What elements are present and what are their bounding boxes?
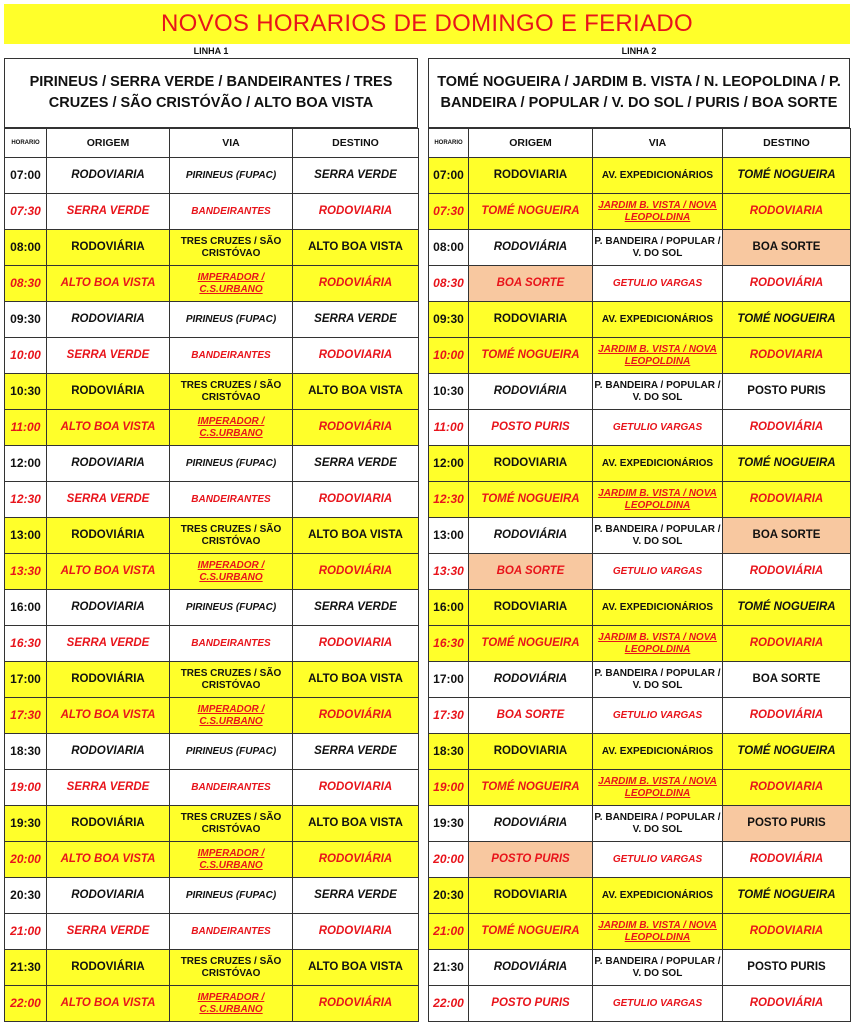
origem-cell: RODOVIARIA bbox=[469, 878, 593, 914]
destino-cell: RODOVIARIA bbox=[723, 482, 851, 518]
horario-cell: 08:30 bbox=[5, 266, 47, 302]
via-cell: JARDIM B. VISTA / NOVA LEOPOLDINA bbox=[593, 626, 723, 662]
horario-cell: 07:00 bbox=[429, 158, 469, 194]
table-row bbox=[429, 986, 851, 1022]
destino-cell: RODOVIARIA bbox=[293, 338, 419, 374]
origem-cell: POSTO PURIS bbox=[469, 986, 593, 1022]
horario-cell: 21:30 bbox=[5, 950, 47, 986]
header-via: VIA bbox=[170, 129, 293, 158]
origem-cell: BOA SORTE bbox=[469, 698, 593, 734]
horario-cell: 20:00 bbox=[5, 842, 47, 878]
table-row bbox=[5, 986, 419, 1022]
origem-cell: RODOVIARIA bbox=[47, 734, 170, 770]
destino-cell: TOMÉ NOGUEIRA bbox=[723, 302, 851, 338]
via-cell: AV. EXPEDICIONÁRIOS bbox=[593, 734, 723, 770]
destino-cell: RODOVIÁRIA bbox=[293, 698, 419, 734]
origem-cell: RODOVIÁRIA bbox=[469, 950, 593, 986]
table-row bbox=[429, 806, 851, 842]
via-cell: AV. EXPEDICIONÁRIOS bbox=[593, 302, 723, 338]
origem-cell: RODOVIÁRIA bbox=[469, 518, 593, 554]
origem-cell: RODOVIÁRIA bbox=[469, 230, 593, 266]
via-cell: JARDIM B. VISTA / NOVA LEOPOLDINA bbox=[593, 482, 723, 518]
table-row bbox=[5, 626, 419, 662]
origem-cell: BOA SORTE bbox=[469, 266, 593, 302]
table-row bbox=[5, 230, 419, 266]
horario-cell: 08:30 bbox=[429, 266, 469, 302]
via-cell: JARDIM B. VISTA / NOVA LEOPOLDINA bbox=[593, 194, 723, 230]
origem-cell: RODOVIARIA bbox=[469, 446, 593, 482]
via-cell: GETULIO VARGAS bbox=[593, 698, 723, 734]
linha1-label: LINHA 1 bbox=[193, 46, 229, 56]
via-cell: TRES CRUZES / SÃO CRISTÓVAO bbox=[170, 806, 293, 842]
destino-cell: RODOVIÁRIA bbox=[723, 266, 851, 302]
horario-cell: 17:30 bbox=[429, 698, 469, 734]
origem-cell: RODOVIÁRIA bbox=[47, 662, 170, 698]
horario-cell: 22:00 bbox=[5, 986, 47, 1022]
linha1-schedule-table bbox=[4, 128, 419, 1022]
via-cell: P. BANDEIRA / POPULAR / V. DO SOL bbox=[593, 230, 723, 266]
origem-cell: RODOVIARIA bbox=[469, 590, 593, 626]
table-row bbox=[5, 194, 419, 230]
destino-cell: SERRA VERDE bbox=[293, 878, 419, 914]
via-cell: P. BANDEIRA / POPULAR / V. DO SOL bbox=[593, 374, 723, 410]
destino-cell: RODOVIÁRIA bbox=[293, 266, 419, 302]
table-row bbox=[429, 734, 851, 770]
horario-cell: 09:30 bbox=[5, 302, 47, 338]
horario-cell: 10:30 bbox=[5, 374, 47, 410]
destino-cell: RODOVIÁRIA bbox=[293, 410, 419, 446]
destino-cell: RODOVIARIA bbox=[723, 914, 851, 950]
via-cell: BANDEIRANTES bbox=[170, 626, 293, 662]
horario-cell: 11:00 bbox=[5, 410, 47, 446]
origem-cell: RODOVIÁRIA bbox=[47, 230, 170, 266]
origem-cell: RODOVIÁRIA bbox=[469, 806, 593, 842]
destino-cell: SERRA VERDE bbox=[293, 446, 419, 482]
via-cell: GETULIO VARGAS bbox=[593, 410, 723, 446]
table-row bbox=[5, 842, 419, 878]
via-cell: BANDEIRANTES bbox=[170, 914, 293, 950]
destino-cell: TOMÉ NOGUEIRA bbox=[723, 446, 851, 482]
via-cell: GETULIO VARGAS bbox=[593, 986, 723, 1022]
table-row bbox=[5, 446, 419, 482]
table-row bbox=[5, 266, 419, 302]
origem-cell: POSTO PURIS bbox=[469, 842, 593, 878]
horario-cell: 16:00 bbox=[5, 590, 47, 626]
table-row bbox=[429, 446, 851, 482]
destino-cell: SERRA VERDE bbox=[293, 734, 419, 770]
horario-cell: 10:30 bbox=[429, 374, 469, 410]
table-row bbox=[429, 518, 851, 554]
horario-cell: 08:00 bbox=[5, 230, 47, 266]
origem-cell: RODOVIARIA bbox=[47, 302, 170, 338]
horario-cell: 09:30 bbox=[429, 302, 469, 338]
destino-cell: RODOVIÁRIA bbox=[723, 554, 851, 590]
table-row bbox=[429, 770, 851, 806]
horario-cell: 17:00 bbox=[5, 662, 47, 698]
destino-cell: RODOVIARIA bbox=[723, 626, 851, 662]
horario-cell: 11:00 bbox=[429, 410, 469, 446]
via-cell: BANDEIRANTES bbox=[170, 770, 293, 806]
origem-cell: SERRA VERDE bbox=[47, 914, 170, 950]
via-cell: AV. EXPEDICIONÁRIOS bbox=[593, 446, 723, 482]
linha2-schedule-table bbox=[428, 128, 851, 1022]
horario-cell: 13:00 bbox=[5, 518, 47, 554]
table-row bbox=[5, 878, 419, 914]
horario-cell: 18:30 bbox=[429, 734, 469, 770]
table-row bbox=[5, 338, 419, 374]
origem-cell: RODOVIARIA bbox=[47, 878, 170, 914]
origem-cell: RODOVIARIA bbox=[47, 158, 170, 194]
table-row bbox=[429, 302, 851, 338]
horario-cell: 20:00 bbox=[429, 842, 469, 878]
table-row bbox=[5, 806, 419, 842]
horario-cell: 12:00 bbox=[429, 446, 469, 482]
destino-cell: TOMÉ NOGUEIRA bbox=[723, 878, 851, 914]
table-row bbox=[429, 662, 851, 698]
origem-cell: TOMÉ NOGUEIRA bbox=[469, 482, 593, 518]
origem-cell: RODOVIARIA bbox=[469, 158, 593, 194]
destino-cell: ALTO BOA VISTA bbox=[293, 662, 419, 698]
table-row bbox=[5, 590, 419, 626]
horario-cell: 12:30 bbox=[5, 482, 47, 518]
table-row bbox=[5, 374, 419, 410]
origem-cell: ALTO BOA VISTA bbox=[47, 842, 170, 878]
origem-cell: TOMÉ NOGUEIRA bbox=[469, 914, 593, 950]
table-row bbox=[429, 950, 851, 986]
destino-cell: RODOVIARIA bbox=[293, 914, 419, 950]
via-cell: IMPERADOR / C.S.URBANO bbox=[170, 410, 293, 446]
table-row bbox=[5, 158, 419, 194]
horario-cell: 19:00 bbox=[429, 770, 469, 806]
table-row bbox=[429, 374, 851, 410]
destino-cell: RODOVIARIA bbox=[723, 338, 851, 374]
destino-cell: RODOVIARIA bbox=[293, 770, 419, 806]
destino-cell: BOA SORTE bbox=[723, 230, 851, 266]
table-row bbox=[429, 194, 851, 230]
origem-cell: SERRA VERDE bbox=[47, 338, 170, 374]
destino-cell: TOMÉ NOGUEIRA bbox=[723, 590, 851, 626]
horario-cell: 17:30 bbox=[5, 698, 47, 734]
horario-cell: 21:00 bbox=[5, 914, 47, 950]
horario-cell: 20:30 bbox=[5, 878, 47, 914]
origem-cell: ALTO BOA VISTA bbox=[47, 986, 170, 1022]
origem-cell: RODOVIARIA bbox=[469, 302, 593, 338]
destino-cell: ALTO BOA VISTA bbox=[293, 806, 419, 842]
via-cell: IMPERADOR / C.S.URBANO bbox=[170, 698, 293, 734]
horario-cell: 19:30 bbox=[429, 806, 469, 842]
horario-cell: 10:00 bbox=[5, 338, 47, 374]
origem-cell: RODOVIARIA bbox=[469, 734, 593, 770]
destino-cell: SERRA VERDE bbox=[293, 302, 419, 338]
horario-cell: 19:00 bbox=[5, 770, 47, 806]
via-cell: BANDEIRANTES bbox=[170, 338, 293, 374]
table-row bbox=[5, 518, 419, 554]
via-cell: TRES CRUZES / SÃO CRISTÓVAO bbox=[170, 518, 293, 554]
via-cell: JARDIM B. VISTA / NOVA LEOPOLDINA bbox=[593, 914, 723, 950]
origem-cell: RODOVIÁRIA bbox=[469, 662, 593, 698]
horario-cell: 22:00 bbox=[429, 986, 469, 1022]
horario-cell: 21:00 bbox=[429, 914, 469, 950]
horario-cell: 07:00 bbox=[5, 158, 47, 194]
page-title: NOVOS HORARIOS DE DOMINGO E FERIADO bbox=[161, 10, 693, 37]
destino-cell: BOA SORTE bbox=[723, 518, 851, 554]
via-cell: P. BANDEIRA / POPULAR / V. DO SOL bbox=[593, 950, 723, 986]
header-destino: DESTINO bbox=[293, 129, 419, 158]
origem-cell: TOMÉ NOGUEIRA bbox=[469, 194, 593, 230]
origem-cell: SERRA VERDE bbox=[47, 482, 170, 518]
via-cell: AV. EXPEDICIONÁRIOS bbox=[593, 158, 723, 194]
destino-cell: ALTO BOA VISTA bbox=[293, 230, 419, 266]
destino-cell: ALTO BOA VISTA bbox=[293, 950, 419, 986]
destino-cell: ALTO BOA VISTA bbox=[293, 518, 419, 554]
via-cell: P. BANDEIRA / POPULAR / V. DO SOL bbox=[593, 806, 723, 842]
via-cell: TRES CRUZES / SÃO CRISTÓVAO bbox=[170, 374, 293, 410]
destino-cell: BOA SORTE bbox=[723, 662, 851, 698]
origem-cell: ALTO BOA VISTA bbox=[47, 698, 170, 734]
via-cell: JARDIM B. VISTA / NOVA LEOPOLDINA bbox=[593, 770, 723, 806]
header-destino: DESTINO bbox=[723, 129, 851, 158]
origem-cell: RODOVIÁRIA bbox=[469, 374, 593, 410]
destino-cell: RODOVIÁRIA bbox=[723, 698, 851, 734]
destino-cell: RODOVIARIA bbox=[723, 770, 851, 806]
table-row bbox=[5, 914, 419, 950]
destino-cell: TOMÉ NOGUEIRA bbox=[723, 158, 851, 194]
table-row bbox=[5, 662, 419, 698]
table-row bbox=[5, 698, 419, 734]
via-cell: P. BANDEIRA / POPULAR / V. DO SOL bbox=[593, 662, 723, 698]
header-origem: ORIGEM bbox=[469, 129, 593, 158]
via-cell: PIRINEUS (FUPAC) bbox=[170, 446, 293, 482]
origem-cell: ALTO BOA VISTA bbox=[47, 554, 170, 590]
table-row bbox=[429, 158, 851, 194]
origem-cell: SERRA VERDE bbox=[47, 194, 170, 230]
via-cell: PIRINEUS (FUPAC) bbox=[170, 734, 293, 770]
table-row bbox=[429, 266, 851, 302]
via-cell: GETULIO VARGAS bbox=[593, 554, 723, 590]
origem-cell: TOMÉ NOGUEIRA bbox=[469, 338, 593, 374]
horario-cell: 10:00 bbox=[429, 338, 469, 374]
origem-cell: SERRA VERDE bbox=[47, 626, 170, 662]
destino-cell: RODOVIÁRIA bbox=[293, 986, 419, 1022]
horario-cell: 16:30 bbox=[429, 626, 469, 662]
horario-cell: 12:00 bbox=[5, 446, 47, 482]
via-cell: TRES CRUZES / SÃO CRISTÓVAO bbox=[170, 662, 293, 698]
origem-cell: RODOVIÁRIA bbox=[47, 806, 170, 842]
destino-cell: RODOVIÁRIA bbox=[293, 554, 419, 590]
horario-cell: 13:30 bbox=[429, 554, 469, 590]
origem-cell: RODOVIARIA bbox=[47, 446, 170, 482]
table-row bbox=[5, 410, 419, 446]
horario-cell: 16:30 bbox=[5, 626, 47, 662]
table-row bbox=[429, 230, 851, 266]
destino-cell: RODOVIÁRIA bbox=[293, 842, 419, 878]
table-row bbox=[429, 914, 851, 950]
via-cell: PIRINEUS (FUPAC) bbox=[170, 302, 293, 338]
origem-cell: RODOVIÁRIA bbox=[47, 950, 170, 986]
origem-cell: TOMÉ NOGUEIRA bbox=[469, 770, 593, 806]
horario-cell: 13:30 bbox=[5, 554, 47, 590]
via-cell: P. BANDEIRA / POPULAR / V. DO SOL bbox=[593, 518, 723, 554]
linha1-panel bbox=[4, 58, 418, 1022]
horario-cell: 19:30 bbox=[5, 806, 47, 842]
via-cell: IMPERADOR / C.S.URBANO bbox=[170, 842, 293, 878]
via-cell: TRES CRUZES / SÃO CRISTÓVAO bbox=[170, 950, 293, 986]
horario-cell: 07:30 bbox=[5, 194, 47, 230]
horario-cell: 12:30 bbox=[429, 482, 469, 518]
table-row bbox=[429, 410, 851, 446]
destino-cell: SERRA VERDE bbox=[293, 158, 419, 194]
destino-cell: RODOVIÁRIA bbox=[723, 410, 851, 446]
table-row bbox=[429, 878, 851, 914]
via-cell: PIRINEUS (FUPAC) bbox=[170, 590, 293, 626]
destino-cell: POSTO PURIS bbox=[723, 950, 851, 986]
horario-cell: 08:00 bbox=[429, 230, 469, 266]
horario-cell: 13:00 bbox=[429, 518, 469, 554]
horario-cell: 07:30 bbox=[429, 194, 469, 230]
origem-cell: SERRA VERDE bbox=[47, 770, 170, 806]
via-cell: AV. EXPEDICIONÁRIOS bbox=[593, 878, 723, 914]
via-cell: GETULIO VARGAS bbox=[593, 266, 723, 302]
horario-cell: 18:30 bbox=[5, 734, 47, 770]
destino-cell: RODOVIARIA bbox=[293, 482, 419, 518]
origem-cell: ALTO BOA VISTA bbox=[47, 410, 170, 446]
via-cell: JARDIM B. VISTA / NOVA LEOPOLDINA bbox=[593, 338, 723, 374]
table-row bbox=[429, 482, 851, 518]
table-row bbox=[429, 338, 851, 374]
horario-cell: 20:30 bbox=[429, 878, 469, 914]
linha2-label: LINHA 2 bbox=[621, 46, 657, 56]
via-cell: TRES CRUZES / SÃO CRISTÓVAO bbox=[170, 230, 293, 266]
table-row bbox=[5, 734, 419, 770]
table-row bbox=[429, 590, 851, 626]
destino-cell: POSTO PURIS bbox=[723, 374, 851, 410]
linha2-panel bbox=[428, 58, 850, 1022]
via-cell: BANDEIRANTES bbox=[170, 194, 293, 230]
horario-cell: 21:30 bbox=[429, 950, 469, 986]
origem-cell: RODOVIÁRIA bbox=[47, 518, 170, 554]
destino-cell: TOMÉ NOGUEIRA bbox=[723, 734, 851, 770]
via-cell: PIRINEUS (FUPAC) bbox=[170, 158, 293, 194]
table-row bbox=[5, 770, 419, 806]
destino-cell: ALTO BOA VISTA bbox=[293, 374, 419, 410]
origem-cell: BOA SORTE bbox=[469, 554, 593, 590]
via-cell: IMPERADOR / C.S.URBANO bbox=[170, 986, 293, 1022]
horario-cell: 17:00 bbox=[429, 662, 469, 698]
via-cell: BANDEIRANTES bbox=[170, 482, 293, 518]
header-via: VIA bbox=[593, 129, 723, 158]
via-cell: GETULIO VARGAS bbox=[593, 842, 723, 878]
origem-cell: RODOVIÁRIA bbox=[47, 374, 170, 410]
origem-cell: RODOVIARIA bbox=[47, 590, 170, 626]
table-row bbox=[5, 554, 419, 590]
via-cell: PIRINEUS (FUPAC) bbox=[170, 878, 293, 914]
destino-cell: RODOVIÁRIA bbox=[723, 842, 851, 878]
table-row bbox=[429, 842, 851, 878]
destino-cell: RODOVIÁRIA bbox=[723, 986, 851, 1022]
linha1-route: PIRINEUS / SERRA VERDE / BANDEIRANTES / TRES CRUZES / SÃO CRISTÓVÃO / ALTO BOA VISTA bbox=[4, 58, 418, 128]
linha2-route: TOMÉ NOGUEIRA / JARDIM B. VISTA / N. LEOPOLDINA / P. BANDEIRA / POPULAR / V. DO SOL / PURIS / BOA SORTE bbox=[428, 58, 850, 128]
via-cell: IMPERADOR / C.S.URBANO bbox=[170, 554, 293, 590]
destino-cell: SERRA VERDE bbox=[293, 590, 419, 626]
origem-cell: ALTO BOA VISTA bbox=[47, 266, 170, 302]
header-horario: HORARIO bbox=[5, 129, 47, 158]
origem-cell: POSTO PURIS bbox=[469, 410, 593, 446]
via-cell: IMPERADOR / C.S.URBANO bbox=[170, 266, 293, 302]
via-cell: AV. EXPEDICIONÁRIOS bbox=[593, 590, 723, 626]
destino-cell: POSTO PURIS bbox=[723, 806, 851, 842]
table-row bbox=[5, 482, 419, 518]
table-row bbox=[429, 554, 851, 590]
table-row bbox=[429, 626, 851, 662]
destino-cell: RODOVIARIA bbox=[293, 194, 419, 230]
destino-cell: RODOVIARIA bbox=[293, 626, 419, 662]
table-row bbox=[5, 302, 419, 338]
header-horario: HORARIO bbox=[429, 129, 469, 158]
table-row bbox=[429, 698, 851, 734]
horario-cell: 16:00 bbox=[429, 590, 469, 626]
title-banner bbox=[4, 4, 850, 44]
header-origem: ORIGEM bbox=[47, 129, 170, 158]
table-row bbox=[5, 950, 419, 986]
origem-cell: TOMÉ NOGUEIRA bbox=[469, 626, 593, 662]
destino-cell: RODOVIARIA bbox=[723, 194, 851, 230]
